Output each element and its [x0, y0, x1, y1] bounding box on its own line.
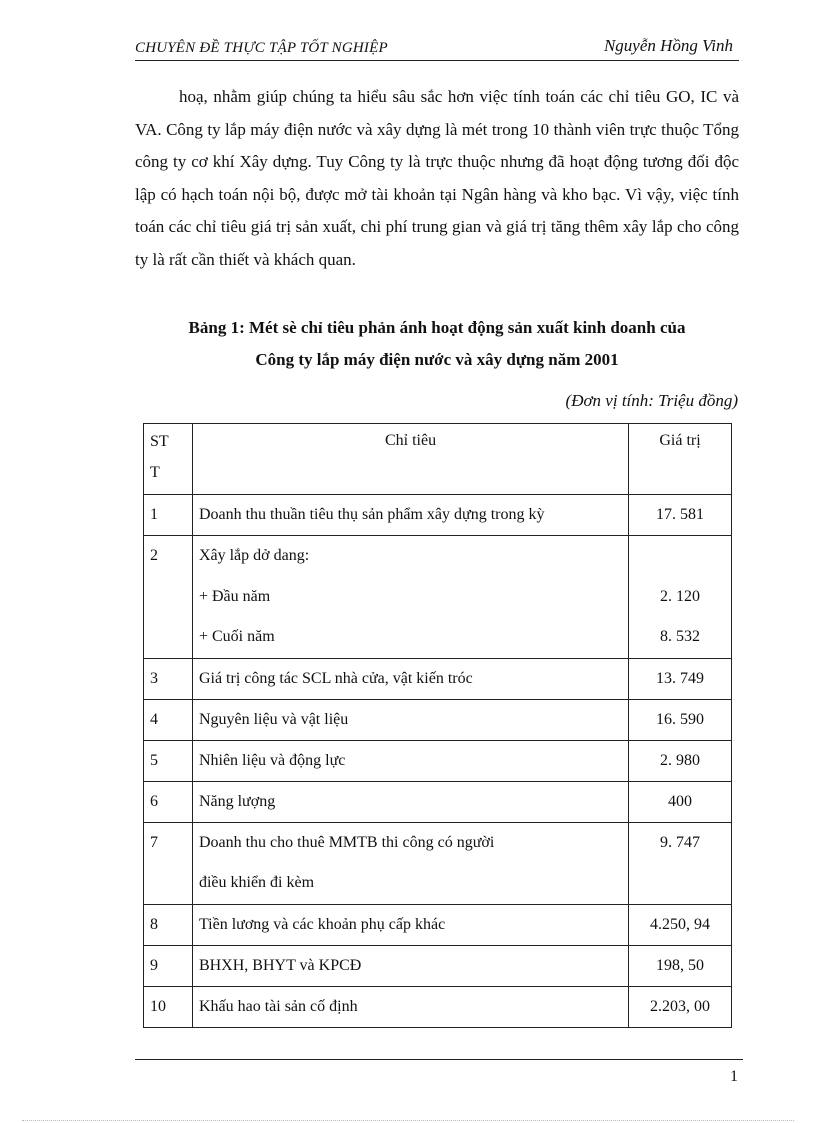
row-label: Xây lắp dở dang: — [198, 547, 310, 564]
page-number: 1 — [730, 1068, 738, 1085]
row-label-group — [192, 536, 628, 659]
header-stt-line1: ST — [150, 433, 169, 450]
row-value: 9. 747 — [629, 822, 732, 904]
table-row — [144, 740, 732, 781]
table-row — [144, 781, 732, 822]
header-stt — [144, 424, 193, 495]
row-sublabel-end: + Cuối năm — [198, 628, 275, 645]
row-subvalue-start: 2. 120 — [660, 587, 701, 605]
table-row — [144, 495, 732, 536]
row-subvalue-end: 8. 532 — [660, 628, 701, 645]
row-value: 16. 590 — [629, 699, 732, 740]
table-header-row — [144, 424, 732, 495]
row-stt: 2 — [144, 536, 193, 659]
table-row — [144, 822, 732, 904]
header-value: Giá trị — [629, 424, 732, 495]
table-caption-line2: Công ty lắp máy điện nước và xây dựng năm 2001 — [255, 350, 619, 369]
row-stt: 7 — [144, 822, 193, 904]
header-stt-line2: T — [150, 464, 160, 481]
row-sublabel-start: + Đầu năm — [198, 587, 271, 605]
row-stt: 10 — [144, 986, 193, 1027]
row-stt: 5 — [144, 740, 193, 781]
header-author: Nguyễn Hồng Vinh — [603, 36, 733, 55]
header-title: CHUYÊN ĐỀ THỰC TẬP TỐT NGHIỆP — [135, 40, 388, 56]
body-paragraph: hoạ, nhằm giúp chúng ta hiểu sâu sắc hơn việc tính toán các chỉ tiêu GO, IC và VA. Công ty lắp máy điện nước và xây dựng là mét trong 10 thành viên trực thuộc Tổng công ty cơ khí Xây dựng. Tuy Công ty là trực thuộc nhưng đã hoạt động tương đối độc lập có hạch toán nội bộ, được mở tài khoản tại Ngân hàng và kho bạc. Vì vậy, việc tính toán các chỉ tiêu giá trị sản xuất, chi phí trung gian và giá trị tăng thêm xây lắp cho công ty là rất cần thiết và khách quan. — [135, 87, 739, 269]
page-bottom-edge — [22, 1120, 794, 1121]
row-value: 2.203, 00 — [629, 986, 732, 1027]
table-row — [144, 986, 732, 1027]
row-stt: 8 — [144, 904, 193, 945]
row-stt: 4 — [144, 699, 193, 740]
unit-note: (Đơn vị tính: Triệu đồng) — [565, 391, 738, 410]
row-value: 2. 980 — [629, 740, 732, 781]
header-indicator: Chỉ tiêu — [192, 424, 628, 495]
table-row — [144, 699, 732, 740]
row-label: Doanh thu thuần tiêu thụ sản phẩm xây dựng trong kỳ — [192, 495, 628, 536]
footer-divider — [135, 1059, 743, 1060]
indicator-table — [143, 423, 732, 1028]
row-label: BHXH, BHYT và KPCĐ — [192, 945, 628, 986]
table-row — [144, 904, 732, 945]
row-label: Tiền lương và các khoản phụ cấp khác — [192, 904, 628, 945]
row-label: Khấu hao tài sản cố định — [192, 986, 628, 1027]
table-row — [144, 658, 732, 699]
row-value-group — [629, 536, 732, 659]
row-value: 13. 749 — [629, 658, 732, 699]
row-label: Doanh thu cho thuê MMTB thi công có người — [198, 833, 495, 851]
row-label-cont: điều khiển đi kèm — [198, 874, 315, 891]
row-stt: 1 — [144, 495, 193, 536]
row-label-group — [192, 822, 628, 904]
row-stt: 6 — [144, 781, 193, 822]
table-row — [144, 536, 732, 659]
row-stt: 3 — [144, 658, 193, 699]
row-label: Nhiên liệu và động lực — [192, 740, 628, 781]
row-label: Nguyên liệu và vật liệu — [192, 699, 628, 740]
row-value: 17. 581 — [629, 495, 732, 536]
page-header — [135, 36, 739, 61]
row-value: 4.250, 94 — [629, 904, 732, 945]
row-value: 198, 50 — [629, 945, 732, 986]
table-row — [144, 945, 732, 986]
row-label: Giá trị công tác SCL nhà cửa, vật kiến tróc — [192, 658, 628, 699]
row-label: Năng lượng — [192, 781, 628, 822]
table-caption-line1: Bảng 1: Mét sè chỉ tiêu phản ánh hoạt động sản xuất kinh doanh của — [188, 318, 686, 337]
row-value: 400 — [629, 781, 732, 822]
row-stt: 9 — [144, 945, 193, 986]
